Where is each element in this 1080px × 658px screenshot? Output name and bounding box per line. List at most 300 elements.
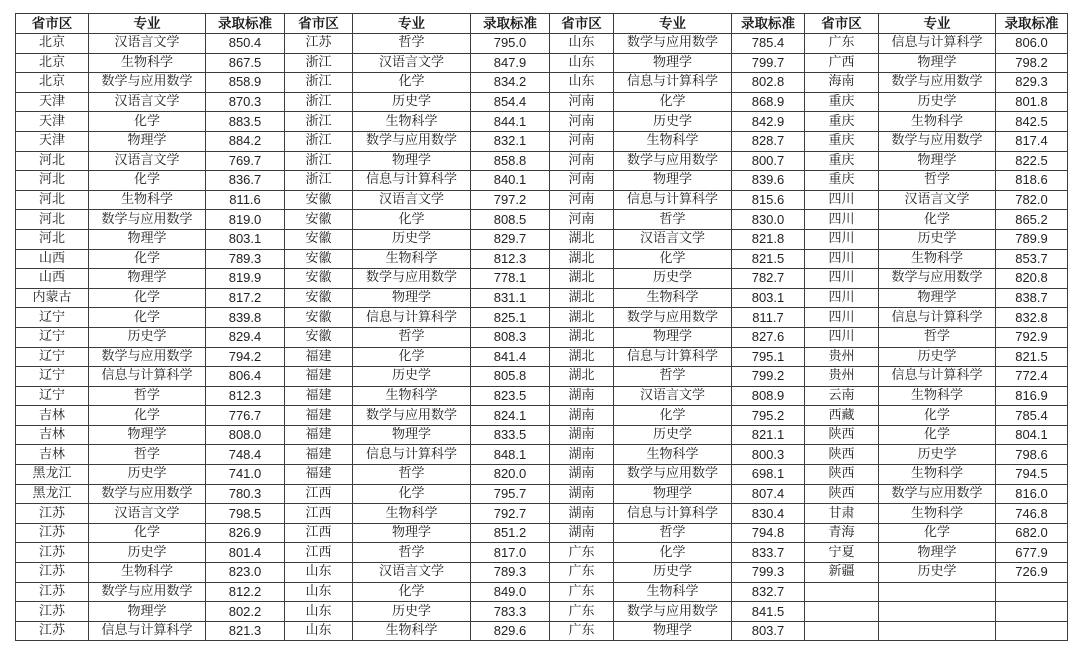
cell-major: 生物科学 (879, 504, 996, 524)
cell-score: 833.5 (471, 425, 550, 445)
cell-major: 物理学 (353, 523, 471, 543)
table-row (16, 563, 1068, 583)
table-row (16, 73, 1068, 93)
cell-major: 历史学 (89, 543, 206, 563)
cell-major: 信息与计算科学 (614, 504, 732, 524)
cell-major: 化学 (614, 92, 732, 112)
cell-score: 848.1 (471, 445, 550, 465)
header-row (16, 14, 1068, 34)
column-header-score: 录取标准 (732, 14, 805, 34)
cell-major: 物理学 (614, 621, 732, 641)
cell-province: 重庆 (805, 131, 879, 151)
cell-score: 817.0 (471, 543, 550, 563)
cell-score: 839.6 (732, 171, 805, 191)
cell-province: 江西 (285, 504, 353, 524)
cell-major: 生物科学 (353, 504, 471, 524)
cell-province: 江西 (285, 523, 353, 543)
cell-score: 832.1 (471, 131, 550, 151)
cell-major: 数学与应用数学 (614, 151, 732, 171)
cell-major: 物理学 (353, 288, 471, 308)
cell-major: 生物科学 (879, 112, 996, 132)
cell-major: 历史学 (614, 112, 732, 132)
cell-province: 吉林 (16, 425, 89, 445)
cell-province: 山东 (550, 53, 614, 73)
cell-major: 汉语言文学 (879, 190, 996, 210)
cell-score: 698.1 (732, 465, 805, 485)
cell-province: 广东 (805, 34, 879, 54)
cell-score: 682.0 (996, 523, 1068, 543)
cell-major: 哲学 (353, 543, 471, 563)
cell-province: 安徽 (285, 210, 353, 230)
cell-score: 804.1 (996, 425, 1068, 445)
cell-province: 浙江 (285, 53, 353, 73)
cell-major: 化学 (89, 523, 206, 543)
cell-province: 广东 (550, 621, 614, 641)
column-header-major: 专业 (353, 14, 471, 34)
cell-score: 800.7 (732, 151, 805, 171)
table-row (16, 582, 1068, 602)
cell-score: 867.5 (206, 53, 285, 73)
cell-major: 数学与应用数学 (879, 269, 996, 289)
cell-province: 福建 (285, 445, 353, 465)
cell-score: 741.0 (206, 465, 285, 485)
table-row (16, 406, 1068, 426)
cell-major: 汉语言文学 (89, 92, 206, 112)
cell-province: 辽宁 (16, 347, 89, 367)
cell-major: 化学 (879, 210, 996, 230)
cell-score (996, 602, 1068, 622)
cell-province: 福建 (285, 347, 353, 367)
cell-score: 789.3 (206, 249, 285, 269)
cell-province (805, 621, 879, 641)
cell-score: 821.5 (732, 249, 805, 269)
cell-province: 陕西 (805, 465, 879, 485)
cell-major: 化学 (614, 406, 732, 426)
cell-score: 819.9 (206, 269, 285, 289)
cell-major: 生物科学 (614, 445, 732, 465)
cell-major: 物理学 (89, 229, 206, 249)
cell-score: 726.9 (996, 563, 1068, 583)
cell-score: 817.4 (996, 131, 1068, 151)
cell-province: 湖北 (550, 249, 614, 269)
cell-province: 河北 (16, 190, 89, 210)
cell-province: 河北 (16, 210, 89, 230)
cell-province: 河北 (16, 171, 89, 191)
cell-province: 四川 (805, 308, 879, 328)
cell-province: 山东 (285, 621, 353, 641)
cell-major: 生物科学 (353, 386, 471, 406)
cell-province: 浙江 (285, 112, 353, 132)
table-row (16, 504, 1068, 524)
admission-standards-table (15, 13, 1068, 641)
cell-province: 安徽 (285, 229, 353, 249)
cell-score: 812.3 (206, 386, 285, 406)
cell-province: 浙江 (285, 171, 353, 191)
cell-score: 780.3 (206, 484, 285, 504)
cell-score: 798.2 (996, 53, 1068, 73)
cell-major: 化学 (89, 308, 206, 328)
cell-major: 生物科学 (879, 465, 996, 485)
cell-province: 天津 (16, 112, 89, 132)
table-row (16, 269, 1068, 289)
cell-score: 799.7 (732, 53, 805, 73)
table-row (16, 249, 1068, 269)
cell-province: 陕西 (805, 425, 879, 445)
cell-major: 化学 (879, 523, 996, 543)
cell-major: 数学与应用数学 (879, 484, 996, 504)
cell-score: 794.5 (996, 465, 1068, 485)
cell-major: 信息与计算科学 (879, 367, 996, 387)
cell-score: 746.8 (996, 504, 1068, 524)
cell-province: 河南 (550, 131, 614, 151)
cell-score: 836.7 (206, 171, 285, 191)
cell-score: 821.5 (996, 347, 1068, 367)
cell-province: 四川 (805, 190, 879, 210)
cell-province: 西藏 (805, 406, 879, 426)
cell-major: 化学 (614, 543, 732, 563)
cell-score: 808.0 (206, 425, 285, 445)
column-header-province: 省市区 (550, 14, 614, 34)
cell-score: 829.3 (996, 73, 1068, 93)
cell-province: 广东 (550, 563, 614, 583)
cell-major: 信息与计算科学 (879, 308, 996, 328)
cell-province: 广东 (550, 602, 614, 622)
cell-major: 信息与计算科学 (614, 347, 732, 367)
cell-score: 832.8 (996, 308, 1068, 328)
cell-score: 748.4 (206, 445, 285, 465)
cell-province: 湖南 (550, 504, 614, 524)
cell-province: 江苏 (285, 34, 353, 54)
cell-major: 数学与应用数学 (614, 34, 732, 54)
cell-score: 884.2 (206, 131, 285, 151)
cell-score: 772.4 (996, 367, 1068, 387)
cell-major: 哲学 (879, 327, 996, 347)
cell-major: 化学 (89, 171, 206, 191)
cell-score: 803.1 (732, 288, 805, 308)
cell-major: 物理学 (879, 53, 996, 73)
cell-province: 江西 (285, 484, 353, 504)
cell-score: 795.1 (732, 347, 805, 367)
cell-score: 827.6 (732, 327, 805, 347)
cell-major: 历史学 (353, 229, 471, 249)
cell-province: 辽宁 (16, 308, 89, 328)
cell-province: 青海 (805, 523, 879, 543)
cell-major: 数学与应用数学 (879, 131, 996, 151)
cell-major: 历史学 (614, 425, 732, 445)
cell-score: 868.9 (732, 92, 805, 112)
cell-major: 哲学 (353, 465, 471, 485)
cell-province: 云南 (805, 386, 879, 406)
cell-score: 789.9 (996, 229, 1068, 249)
cell-major: 信息与计算科学 (353, 308, 471, 328)
cell-province: 甘肃 (805, 504, 879, 524)
cell-province: 湖北 (550, 229, 614, 249)
cell-major: 化学 (89, 288, 206, 308)
cell-score: 870.3 (206, 92, 285, 112)
cell-score: 820.8 (996, 269, 1068, 289)
cell-province: 天津 (16, 131, 89, 151)
table-row (16, 151, 1068, 171)
cell-province: 江苏 (16, 543, 89, 563)
table-row (16, 92, 1068, 112)
table-row (16, 621, 1068, 641)
cell-province: 山东 (285, 602, 353, 622)
cell-major: 数学与应用数学 (879, 73, 996, 93)
cell-province: 湖北 (550, 347, 614, 367)
cell-province: 河南 (550, 112, 614, 132)
cell-province: 浙江 (285, 151, 353, 171)
cell-province: 福建 (285, 367, 353, 387)
table-row (16, 131, 1068, 151)
cell-province: 福建 (285, 406, 353, 426)
cell-major: 历史学 (879, 92, 996, 112)
cell-major: 信息与计算科学 (614, 73, 732, 93)
cell-major: 历史学 (614, 269, 732, 289)
cell-province: 四川 (805, 229, 879, 249)
cell-major: 化学 (353, 484, 471, 504)
table-row (16, 445, 1068, 465)
cell-major: 生物科学 (89, 190, 206, 210)
column-header-major: 专业 (879, 14, 996, 34)
cell-province: 陕西 (805, 484, 879, 504)
table-row (16, 386, 1068, 406)
cell-score: 769.7 (206, 151, 285, 171)
cell-province: 山东 (550, 73, 614, 93)
cell-score: 830.4 (732, 504, 805, 524)
cell-score: 806.4 (206, 367, 285, 387)
cell-score: 817.2 (206, 288, 285, 308)
cell-major: 物理学 (353, 425, 471, 445)
cell-major: 数学与应用数学 (614, 602, 732, 622)
cell-province: 安徽 (285, 249, 353, 269)
cell-score: 811.7 (732, 308, 805, 328)
cell-major: 化学 (89, 112, 206, 132)
cell-score: 677.9 (996, 543, 1068, 563)
cell-score: 785.4 (732, 34, 805, 54)
column-header-major: 专业 (89, 14, 206, 34)
cell-province: 福建 (285, 386, 353, 406)
cell-major: 哲学 (89, 386, 206, 406)
cell-major: 物理学 (614, 484, 732, 504)
cell-major: 哲学 (879, 171, 996, 191)
cell-province: 山西 (16, 269, 89, 289)
cell-province: 浙江 (285, 131, 353, 151)
cell-major: 数学与应用数学 (353, 131, 471, 151)
cell-major (879, 621, 996, 641)
cell-score: 830.0 (732, 210, 805, 230)
cell-score: 828.7 (732, 131, 805, 151)
cell-major: 生物科学 (879, 249, 996, 269)
cell-score: 816.0 (996, 484, 1068, 504)
cell-province: 江西 (285, 543, 353, 563)
cell-major: 化学 (614, 249, 732, 269)
cell-province: 湖北 (550, 269, 614, 289)
table-row (16, 484, 1068, 504)
cell-major: 哲学 (614, 210, 732, 230)
cell-province: 湖北 (550, 367, 614, 387)
table-row (16, 465, 1068, 485)
cell-province: 山东 (285, 582, 353, 602)
cell-major: 历史学 (879, 563, 996, 583)
cell-province: 辽宁 (16, 386, 89, 406)
cell-score: 834.2 (471, 73, 550, 93)
cell-major: 数学与应用数学 (353, 406, 471, 426)
cell-major: 物理学 (614, 53, 732, 73)
cell-score: 806.0 (996, 34, 1068, 54)
cell-major: 生物科学 (353, 112, 471, 132)
cell-score: 798.6 (996, 445, 1068, 465)
cell-score: 799.2 (732, 367, 805, 387)
cell-score: 844.1 (471, 112, 550, 132)
cell-score: 829.7 (471, 229, 550, 249)
cell-province: 黑龙江 (16, 484, 89, 504)
cell-score: 847.9 (471, 53, 550, 73)
cell-major: 生物科学 (614, 131, 732, 151)
cell-score: 819.0 (206, 210, 285, 230)
cell-province: 湖北 (550, 288, 614, 308)
cell-score: 842.9 (732, 112, 805, 132)
cell-major: 生物科学 (89, 53, 206, 73)
cell-major: 汉语言文学 (89, 34, 206, 54)
cell-score: 829.4 (206, 327, 285, 347)
cell-score: 883.5 (206, 112, 285, 132)
cell-score: 823.0 (206, 563, 285, 583)
cell-score: 858.9 (206, 73, 285, 93)
cell-score: 815.6 (732, 190, 805, 210)
cell-score: 776.7 (206, 406, 285, 426)
cell-major: 物理学 (89, 269, 206, 289)
cell-major: 哲学 (614, 523, 732, 543)
cell-major: 信息与计算科学 (614, 190, 732, 210)
cell-major: 数学与应用数学 (614, 308, 732, 328)
cell-score: 778.1 (471, 269, 550, 289)
column-header-major: 专业 (614, 14, 732, 34)
cell-score: 782.0 (996, 190, 1068, 210)
cell-major: 化学 (89, 249, 206, 269)
cell-major (879, 602, 996, 622)
cell-province: 北京 (16, 53, 89, 73)
cell-score: 842.5 (996, 112, 1068, 132)
cell-score: 822.5 (996, 151, 1068, 171)
cell-major: 哲学 (353, 34, 471, 54)
cell-major: 生物科学 (353, 621, 471, 641)
cell-province: 重庆 (805, 151, 879, 171)
cell-score: 849.0 (471, 582, 550, 602)
cell-score (996, 582, 1068, 602)
cell-major: 物理学 (89, 131, 206, 151)
cell-province: 广西 (805, 53, 879, 73)
cell-province: 四川 (805, 210, 879, 230)
cell-province: 安徽 (285, 308, 353, 328)
table-row (16, 367, 1068, 387)
cell-province: 吉林 (16, 406, 89, 426)
cell-major: 历史学 (879, 445, 996, 465)
cell-score: 795.0 (471, 34, 550, 54)
cell-major: 化学 (89, 406, 206, 426)
cell-major: 历史学 (89, 465, 206, 485)
cell-province: 江苏 (16, 523, 89, 543)
cell-major: 物理学 (89, 425, 206, 445)
cell-score: 800.3 (732, 445, 805, 465)
column-header-score: 录取标准 (471, 14, 550, 34)
cell-major: 物理学 (879, 288, 996, 308)
table-row (16, 425, 1068, 445)
cell-score: 808.3 (471, 327, 550, 347)
cell-score: 783.3 (471, 602, 550, 622)
cell-score: 802.2 (206, 602, 285, 622)
cell-score: 797.2 (471, 190, 550, 210)
cell-major: 汉语言文学 (353, 190, 471, 210)
cell-province: 湖南 (550, 386, 614, 406)
cell-province: 海南 (805, 73, 879, 93)
cell-score: 832.7 (732, 582, 805, 602)
cell-province: 安徽 (285, 288, 353, 308)
cell-major: 信息与计算科学 (89, 621, 206, 641)
table-row (16, 171, 1068, 191)
table-row (16, 53, 1068, 73)
cell-major: 汉语言文学 (614, 229, 732, 249)
cell-major: 哲学 (614, 367, 732, 387)
cell-major: 化学 (879, 406, 996, 426)
cell-major: 数学与应用数学 (89, 210, 206, 230)
cell-score: 794.2 (206, 347, 285, 367)
cell-major: 物理学 (353, 151, 471, 171)
cell-province: 四川 (805, 269, 879, 289)
cell-score: 854.4 (471, 92, 550, 112)
cell-province: 河南 (550, 210, 614, 230)
cell-score: 821.1 (732, 425, 805, 445)
cell-major: 生物科学 (614, 288, 732, 308)
cell-major: 信息与计算科学 (879, 34, 996, 54)
cell-major: 生物科学 (353, 249, 471, 269)
cell-province: 宁夏 (805, 543, 879, 563)
cell-score: 824.1 (471, 406, 550, 426)
cell-score: 801.8 (996, 92, 1068, 112)
table-row (16, 190, 1068, 210)
cell-province: 贵州 (805, 367, 879, 387)
cell-major: 数学与应用数学 (89, 582, 206, 602)
cell-major: 物理学 (879, 543, 996, 563)
cell-major: 信息与计算科学 (353, 445, 471, 465)
cell-major: 历史学 (353, 367, 471, 387)
cell-major: 化学 (353, 582, 471, 602)
cell-province: 新疆 (805, 563, 879, 583)
table-body (16, 34, 1068, 641)
cell-province: 浙江 (285, 73, 353, 93)
cell-major: 汉语言文学 (614, 386, 732, 406)
cell-score: 795.7 (471, 484, 550, 504)
cell-major: 汉语言文学 (89, 504, 206, 524)
cell-province: 湖南 (550, 406, 614, 426)
table-row (16, 288, 1068, 308)
cell-province: 湖南 (550, 484, 614, 504)
cell-major: 历史学 (89, 327, 206, 347)
cell-province: 河南 (550, 92, 614, 112)
cell-major: 哲学 (353, 327, 471, 347)
cell-province: 辽宁 (16, 367, 89, 387)
table-row (16, 327, 1068, 347)
cell-province: 北京 (16, 73, 89, 93)
cell-major: 汉语言文学 (353, 563, 471, 583)
cell-province: 江苏 (16, 563, 89, 583)
cell-score: 808.5 (471, 210, 550, 230)
table-row (16, 229, 1068, 249)
cell-province: 江苏 (16, 582, 89, 602)
cell-major: 数学与应用数学 (89, 347, 206, 367)
cell-major: 历史学 (614, 563, 732, 583)
cell-major (879, 582, 996, 602)
cell-province: 河南 (550, 151, 614, 171)
